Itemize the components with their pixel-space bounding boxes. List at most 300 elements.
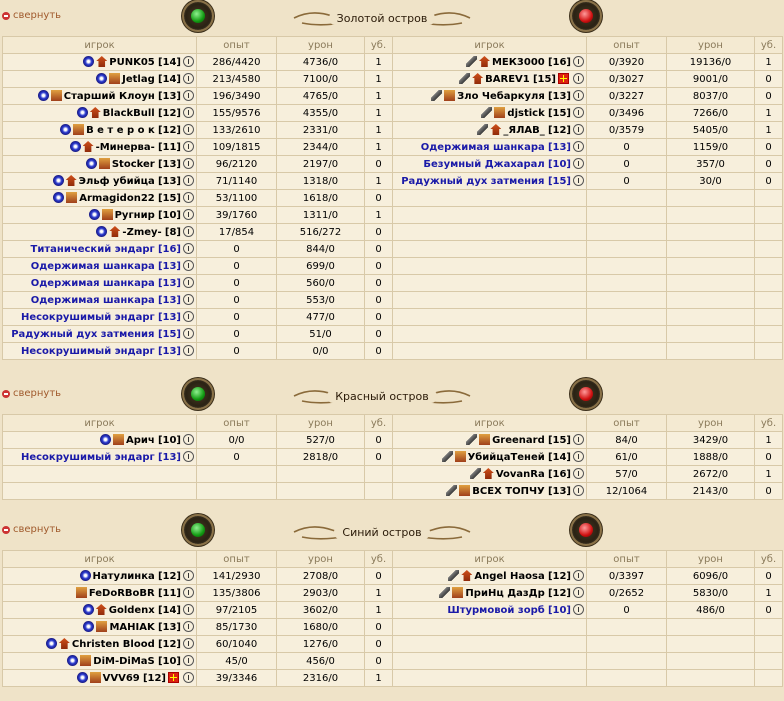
table-row (3, 326, 783, 343)
buff-plus-icon (558, 73, 569, 84)
player-name[interactable]: VovanRa (495, 469, 545, 480)
player-name-cell[interactable] (3, 241, 197, 258)
empty-cell (393, 258, 587, 275)
player-name-cell[interactable] (3, 602, 197, 619)
player-name-cell[interactable] (393, 483, 587, 500)
info-icon[interactable] (183, 294, 194, 305)
table-row (3, 190, 783, 207)
xp-cell: 39/1760 (197, 207, 277, 224)
player-name-cell[interactable] (3, 432, 197, 449)
rank-icon (80, 655, 91, 666)
rank-icon (109, 226, 120, 237)
mob-level: [13] (157, 295, 181, 306)
red-gem-icon (572, 2, 600, 30)
player-name[interactable]: -Zmey- (122, 227, 162, 238)
player-level: [14] (157, 57, 181, 68)
info-icon[interactable] (183, 587, 194, 598)
player-name-cell[interactable] (393, 449, 587, 466)
empty-cell (755, 636, 783, 653)
empty-cell (755, 241, 783, 258)
column-header: игрок (3, 37, 197, 54)
island-title: Золотой остров (329, 12, 436, 25)
mob-name[interactable]: Одержимая шанкара (420, 142, 545, 153)
player-name[interactable]: Greenard (492, 435, 545, 446)
player-name[interactable]: Goldenx (108, 605, 155, 616)
xp-cell: 0/3496 (587, 105, 667, 122)
table-row (3, 619, 783, 636)
column-header: уб. (365, 37, 393, 54)
clan-emblem-icon[interactable] (67, 655, 78, 666)
collapse-link[interactable] (2, 524, 61, 535)
column-header: урон (277, 551, 365, 568)
info-icon[interactable] (183, 621, 194, 632)
player-name-cell[interactable] (3, 568, 197, 585)
damage-cell: 2143/0 (667, 483, 755, 500)
player-name[interactable]: ПриНц ДазДр (465, 588, 545, 599)
info-icon[interactable] (183, 158, 194, 169)
player-name-cell[interactable] (393, 71, 587, 88)
empty-cell (667, 619, 755, 636)
collapse-link[interactable] (2, 10, 61, 21)
damage-cell: 2316/0 (277, 670, 365, 687)
player-name-cell[interactable] (3, 653, 197, 670)
info-icon[interactable] (183, 90, 194, 101)
clan-emblem-icon[interactable] (53, 192, 64, 203)
column-header: игрок (3, 415, 197, 432)
damage-cell: 5830/0 (667, 585, 755, 602)
info-icon[interactable] (183, 124, 194, 135)
table-row (3, 432, 783, 449)
empty-cell (755, 190, 783, 207)
info-icon[interactable] (573, 570, 584, 581)
table-row (3, 636, 783, 653)
rank-icon (109, 73, 120, 84)
info-icon[interactable] (183, 175, 194, 186)
info-icon[interactable] (573, 468, 584, 479)
clan-emblem-icon[interactable] (46, 638, 57, 649)
info-icon[interactable] (573, 56, 584, 67)
xp-cell: 286/4420 (197, 54, 277, 71)
damage-cell: 1276/0 (277, 636, 365, 653)
mob-name[interactable]: Штурмовой зорб (447, 605, 545, 616)
clan-emblem-icon[interactable] (77, 107, 88, 118)
empty-cell (755, 343, 783, 360)
info-icon[interactable] (183, 311, 194, 322)
damage-cell: 4736/0 (277, 54, 365, 71)
table-row (3, 466, 783, 483)
info-icon[interactable] (183, 141, 194, 152)
empty-cell (587, 653, 667, 670)
kills-cell: 0 (755, 88, 783, 105)
empty-cell (667, 224, 755, 241)
player-name-cell[interactable] (3, 326, 197, 343)
mob-name[interactable]: Несокрушимый эндарг (20, 312, 155, 323)
info-icon[interactable] (183, 209, 194, 220)
player-name[interactable]: Armagidon22 (79, 193, 155, 204)
mob-name[interactable]: Радужный дух затмения (11, 329, 158, 340)
empty-cell (197, 483, 277, 500)
player-name[interactable]: Зло Чебаркуля (457, 91, 545, 102)
column-header: уб. (755, 551, 783, 568)
player-name[interactable]: ВСЕХ ТОПЧУ (472, 486, 545, 497)
empty-cell (587, 309, 667, 326)
column-header: опыт (197, 551, 277, 568)
player-level: [11] (157, 588, 181, 599)
clan-emblem-icon[interactable] (80, 570, 91, 581)
column-header: уб. (755, 37, 783, 54)
player-name[interactable]: BAREV1 (485, 74, 530, 85)
clan-emblem-icon[interactable] (89, 209, 100, 220)
clan-emblem-icon[interactable] (83, 56, 94, 67)
info-icon[interactable] (183, 638, 194, 649)
info-icon[interactable] (183, 345, 194, 356)
kills-cell: 0 (755, 173, 783, 190)
player-name[interactable]: DiM-DiMaS (93, 656, 155, 667)
damage-cell: 7100/0 (277, 71, 365, 88)
mob-name[interactable]: Несокрушимый эндарг (20, 346, 155, 357)
player-name-cell[interactable] (393, 466, 587, 483)
damage-cell: 0/0 (277, 343, 365, 360)
clan-emblem-icon[interactable] (477, 124, 488, 135)
xp-cell: 0 (197, 326, 277, 343)
player-name-cell[interactable] (3, 309, 197, 326)
kills-cell: 1 (365, 122, 393, 139)
info-icon[interactable] (573, 73, 584, 84)
player-name-cell[interactable] (3, 71, 197, 88)
xp-cell: 85/1730 (197, 619, 277, 636)
player-name-cell[interactable] (3, 224, 197, 241)
empty-cell (667, 292, 755, 309)
empty-cell (755, 309, 783, 326)
xp-cell: 109/1815 (197, 139, 277, 156)
empty-cell (3, 483, 197, 500)
damage-cell: 7266/0 (667, 105, 755, 122)
empty-cell (755, 653, 783, 670)
clan-emblem-icon[interactable] (448, 570, 459, 581)
rank-icon (479, 434, 490, 445)
mob-name[interactable]: Одержимая шанкара (30, 278, 155, 289)
column-header: опыт (197, 37, 277, 54)
player-name[interactable]: Ругнир (114, 210, 155, 221)
info-icon[interactable] (183, 226, 194, 237)
player-level: [12] (547, 125, 571, 136)
column-header: урон (277, 37, 365, 54)
info-icon[interactable] (183, 107, 194, 118)
player-name[interactable]: FeDoRBoBR (88, 588, 155, 599)
empty-cell (667, 309, 755, 326)
info-icon[interactable] (573, 107, 584, 118)
player-name-cell[interactable] (3, 292, 197, 309)
damage-cell: 844/0 (277, 241, 365, 258)
info-icon[interactable] (573, 124, 584, 135)
xp-cell: 0/3027 (587, 71, 667, 88)
player-name-cell[interactable] (3, 670, 197, 687)
info-icon[interactable] (183, 451, 194, 462)
island-score-table (2, 550, 783, 687)
info-icon[interactable] (183, 672, 194, 683)
empty-cell (587, 619, 667, 636)
clan-emblem-icon[interactable] (466, 56, 477, 67)
clan-emblem-icon[interactable] (481, 107, 492, 118)
player-name-cell[interactable] (393, 122, 587, 139)
info-icon[interactable] (573, 485, 584, 496)
empty-cell (197, 466, 277, 483)
rank-icon (455, 451, 466, 462)
player-name-cell[interactable] (3, 54, 197, 71)
table-row (3, 54, 783, 71)
xp-cell: 0 (197, 292, 277, 309)
table-row (3, 156, 783, 173)
info-icon[interactable] (183, 655, 194, 666)
player-name[interactable]: Арич (125, 435, 155, 446)
clan-emblem-icon[interactable] (439, 587, 450, 598)
table-row (3, 139, 783, 156)
damage-cell: 527/0 (277, 432, 365, 449)
player-name-cell[interactable] (393, 568, 587, 585)
player-name-cell[interactable] (393, 139, 587, 156)
clan-emblem-icon[interactable] (96, 73, 107, 84)
mob-name[interactable]: Безумный Джахарал (423, 159, 545, 170)
kills-cell: 1 (365, 139, 393, 156)
clan-emblem-icon[interactable] (86, 158, 97, 169)
mob-name[interactable]: Одержимая шанкара (30, 295, 155, 306)
player-level: [14] (157, 74, 181, 85)
player-name-cell[interactable] (3, 139, 197, 156)
empty-cell (3, 466, 197, 483)
kills-cell: 0 (365, 432, 393, 449)
player-level: [12] (547, 588, 571, 599)
player-name-cell[interactable] (393, 432, 587, 449)
xp-cell: 96/2120 (197, 156, 277, 173)
player-name-cell[interactable] (3, 585, 197, 602)
info-icon[interactable] (573, 434, 584, 445)
clan-emblem-icon[interactable] (470, 468, 481, 479)
mob-name[interactable]: Титанический эндарг (30, 244, 155, 255)
damage-cell: 9001/0 (667, 71, 755, 88)
info-icon[interactable] (573, 604, 584, 615)
player-name-cell[interactable] (393, 88, 587, 105)
player-name[interactable]: УбийцаТеней (467, 452, 545, 463)
damage-cell: 2672/0 (667, 466, 755, 483)
empty-cell (667, 275, 755, 292)
damage-cell: 357/0 (667, 156, 755, 173)
collapse-label[interactable]: свернуть (13, 10, 62, 21)
player-name-cell[interactable] (3, 207, 197, 224)
clan-emblem-icon[interactable] (53, 175, 64, 186)
player-name-cell[interactable] (393, 105, 587, 122)
kills-cell: 0 (755, 156, 783, 173)
info-icon[interactable] (183, 328, 194, 339)
info-icon[interactable] (183, 604, 194, 615)
kills-cell: 0 (365, 156, 393, 173)
player-name[interactable]: Christen Blood (71, 639, 155, 650)
kills-cell: 1 (365, 207, 393, 224)
mob-level: [15] (157, 329, 181, 340)
info-icon[interactable] (183, 277, 194, 288)
player-name-cell[interactable] (393, 585, 587, 602)
player-name[interactable]: Натулинка (92, 571, 155, 582)
info-icon[interactable] (573, 451, 584, 462)
damage-cell: 3429/0 (667, 432, 755, 449)
clan-emblem-icon[interactable] (100, 434, 111, 445)
kills-cell: 0 (365, 190, 393, 207)
column-header: урон (667, 37, 755, 54)
feather-icon[interactable] (63, 587, 74, 598)
player-level: [12] (157, 125, 181, 136)
kills-cell: 1 (365, 173, 393, 190)
mob-name[interactable]: Радужный дух затмения (401, 176, 548, 187)
clan-emblem-icon[interactable] (83, 621, 94, 632)
mob-level: [13] (157, 278, 181, 289)
mob-name[interactable]: Несокрушимый эндарг (20, 452, 155, 463)
xp-cell: 0 (587, 602, 667, 619)
rank-icon (483, 468, 494, 479)
player-name[interactable]: VVV69 (102, 673, 140, 684)
rank-icon (459, 485, 470, 496)
empty-cell (393, 275, 587, 292)
info-icon[interactable] (183, 192, 194, 203)
clan-emblem-icon[interactable] (466, 434, 477, 445)
player-name[interactable]: MAHIAK (109, 622, 155, 633)
collapse-link[interactable] (2, 388, 61, 399)
column-header: уб. (365, 551, 393, 568)
collapse-label[interactable]: свернуть (13, 388, 62, 399)
player-name-cell[interactable] (3, 173, 197, 190)
clan-emblem-icon[interactable] (446, 485, 457, 496)
damage-cell: 8037/0 (667, 88, 755, 105)
clan-emblem-icon[interactable] (83, 604, 94, 615)
player-name[interactable]: Stocker (111, 159, 155, 170)
xp-cell: 12/1064 (587, 483, 667, 500)
player-name-cell[interactable] (3, 619, 197, 636)
xp-cell: 0/3920 (587, 54, 667, 71)
table-row (3, 275, 783, 292)
clan-emblem-icon[interactable] (96, 226, 107, 237)
damage-cell: 553/0 (277, 292, 365, 309)
rank-icon (99, 158, 110, 169)
xp-cell: 155/9576 (197, 105, 277, 122)
info-icon[interactable] (573, 175, 584, 186)
xp-cell: 0 (587, 139, 667, 156)
clan-emblem-icon[interactable] (442, 451, 453, 462)
empty-cell (393, 241, 587, 258)
table-row (3, 568, 783, 585)
clan-emblem-icon[interactable] (70, 141, 81, 152)
player-level: [15] (547, 435, 571, 446)
player-name[interactable]: PUNK05 (109, 57, 155, 68)
mob-name[interactable]: Одержимая шанкара (30, 261, 155, 272)
empty-cell (587, 670, 667, 687)
info-icon[interactable] (183, 434, 194, 445)
clan-emblem-icon[interactable] (38, 90, 49, 101)
collapse-icon (2, 390, 10, 398)
player-name-cell[interactable] (3, 636, 197, 653)
damage-cell: 1618/0 (277, 190, 365, 207)
empty-cell (667, 670, 755, 687)
column-header: игрок (393, 415, 587, 432)
player-name-cell[interactable] (3, 156, 197, 173)
empty-cell (393, 653, 587, 670)
player-name[interactable]: _ЯЛАВ_ (503, 125, 545, 136)
clan-emblem-icon[interactable] (459, 73, 470, 84)
table-row (3, 207, 783, 224)
collapse-label[interactable]: свернуть (13, 524, 62, 535)
empty-cell (587, 275, 667, 292)
player-name-cell[interactable] (3, 190, 197, 207)
xp-cell: 0 (197, 309, 277, 326)
player-name[interactable]: Jetlag (122, 74, 155, 85)
island-title-wrap (292, 7, 472, 29)
rank-icon (66, 192, 77, 203)
empty-cell (667, 343, 755, 360)
info-icon[interactable] (573, 158, 584, 169)
empty-cell (667, 653, 755, 670)
collapse-icon (2, 526, 10, 534)
info-icon[interactable] (183, 73, 194, 84)
column-header: уб. (755, 415, 783, 432)
info-icon[interactable] (183, 570, 194, 581)
xp-cell: 17/854 (197, 224, 277, 241)
green-gem-icon (184, 516, 212, 544)
empty-cell (667, 326, 755, 343)
info-icon[interactable] (183, 56, 194, 67)
info-icon[interactable] (183, 260, 194, 271)
info-icon[interactable] (183, 243, 194, 254)
mob-level: [13] (547, 142, 571, 153)
player-name-cell[interactable] (393, 54, 587, 71)
player-name-cell[interactable] (3, 275, 197, 292)
player-level: [15] (532, 74, 556, 85)
xp-cell: 97/2105 (197, 602, 277, 619)
xp-cell: 0 (587, 156, 667, 173)
column-header: урон (667, 551, 755, 568)
player-name[interactable]: МЕК3000 (491, 57, 545, 68)
info-icon[interactable] (573, 90, 584, 101)
player-name[interactable]: djstick (507, 108, 545, 119)
empty-cell (667, 207, 755, 224)
rank-icon (102, 209, 113, 220)
player-name-cell[interactable] (3, 105, 197, 122)
clan-emblem-icon[interactable] (60, 124, 71, 135)
green-gem-icon (184, 2, 212, 30)
clan-emblem-icon[interactable] (431, 90, 442, 101)
player-name[interactable]: BlackBull (102, 108, 155, 119)
table-row (3, 585, 783, 602)
clan-emblem-icon[interactable] (77, 672, 88, 683)
rank-icon (66, 175, 77, 186)
player-name[interactable]: В е т е р о к (86, 125, 155, 136)
player-name-cell[interactable] (3, 122, 197, 139)
info-icon[interactable] (573, 587, 584, 598)
player-name-cell[interactable] (3, 258, 197, 275)
player-name-cell[interactable] (3, 343, 197, 360)
player-name-cell[interactable] (3, 88, 197, 105)
player-name[interactable]: Старший Клоун (63, 91, 155, 102)
player-level: [10] (157, 656, 181, 667)
player-name-cell[interactable] (393, 173, 587, 190)
player-name[interactable]: -Минерва- (95, 142, 155, 153)
player-name-cell[interactable] (393, 156, 587, 173)
empty-cell (755, 292, 783, 309)
player-name[interactable]: Angel Haosa (474, 571, 545, 582)
player-name[interactable]: Эльф убийца (78, 176, 155, 187)
info-icon[interactable] (573, 141, 584, 152)
kills-cell: 1 (755, 466, 783, 483)
player-name-cell[interactable] (393, 602, 587, 619)
damage-cell: 477/0 (277, 309, 365, 326)
empty-cell (393, 670, 587, 687)
player-name-cell[interactable] (3, 449, 197, 466)
